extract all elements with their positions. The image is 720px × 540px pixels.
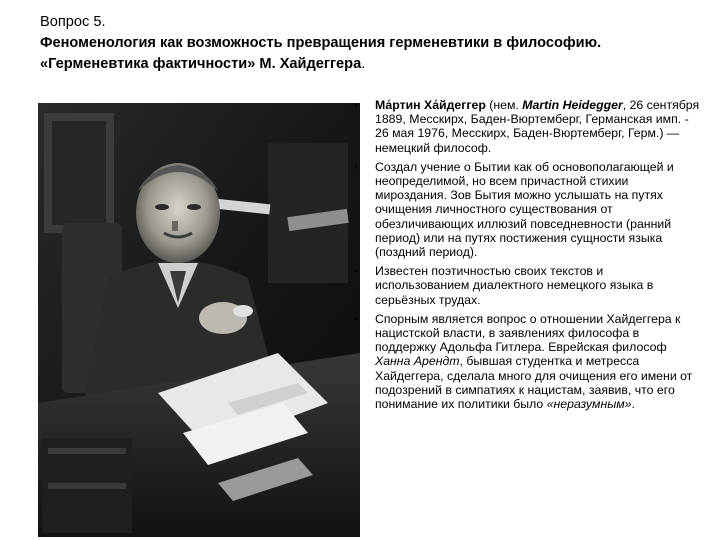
bullet-biography	[350, 98, 700, 155]
controversy-text-c: .	[631, 397, 635, 412]
bio-name: Ма́ртин Ха́йдеггер	[375, 98, 486, 112]
bio-latin-name: Martin Heidegger	[522, 98, 623, 112]
bullet-list	[350, 98, 700, 416]
doctrine-text: Создал учение о Бытии как об основополагающей и неопределимой, но всем причастной стихии мироздания. Зов Бытия можно услышать на путях очищения личностного существования от обезличивающих иллюзий повседневности (ранний период) или на путях постижения сущности языка (поздний период).	[375, 159, 674, 260]
bullet-poetics	[350, 264, 700, 307]
controversy-text-a: Спорным является вопрос о отношении Хайдеггера к нацистской власти, в заявлениях философа в поддержку Адольфа Гитлера. Еврейская философ	[375, 311, 681, 355]
poetics-text: Известен поэтичностью своих текстов и использованием диалектного немецкого языка в серьёзных трудах.	[375, 264, 654, 307]
slide-header	[40, 12, 700, 75]
unreasonable-quote: «неразумным»	[546, 397, 632, 412]
controversy-text-b: , бывшая студентка и метресса Хайдеггера, сделала много для очищения его имени от подозрений в симпатиях к нацистам, заявив, что его понимание их политики было	[375, 354, 693, 412]
bio-paren: (нем.	[485, 98, 523, 112]
question-number: Вопрос 5.	[40, 14, 106, 30]
bullet-doctrine	[350, 160, 700, 259]
heidegger-photo	[38, 103, 360, 537]
bullet-controversy	[350, 312, 700, 411]
arendt-name: Ханна Арендт	[375, 354, 460, 369]
slide-title-text: Феноменология как возможность превращения герменевтики в философию. «Герменевтика фактичности» М. Хайдеггера	[40, 35, 602, 72]
bio-text: , 26 сентября 1889, Месскирх, Баден-Вюртемберг, Германская имп. - 26 мая 1976, Месскирх, Баден-Вюртемберг, Герм.) — немецкий философ.	[375, 98, 700, 155]
slide-title-period: .	[361, 56, 366, 72]
slide-title	[40, 33, 700, 75]
